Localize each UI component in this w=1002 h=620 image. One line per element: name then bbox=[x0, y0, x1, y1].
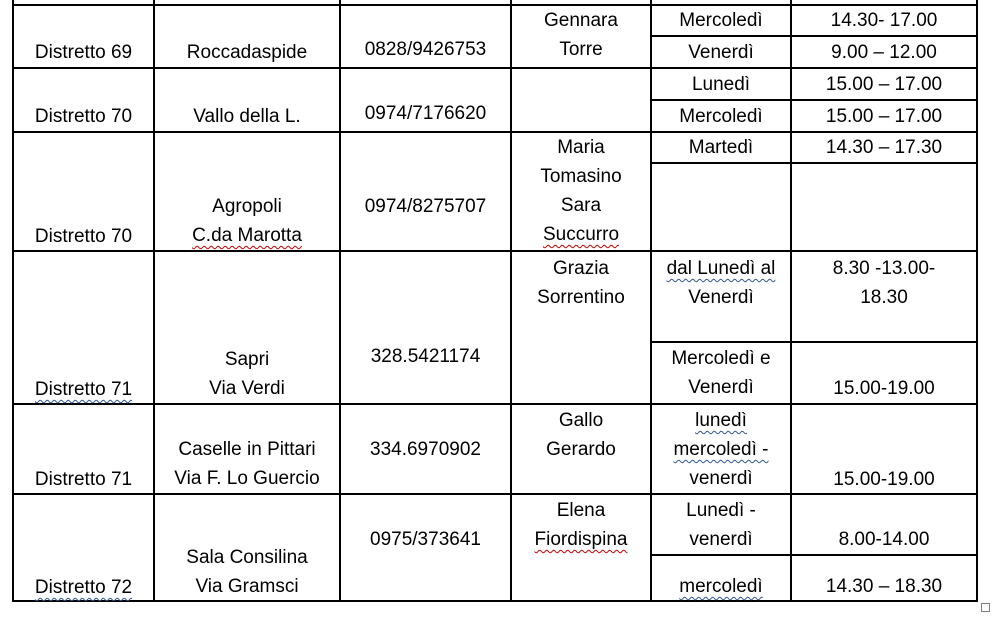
time-text: 15.00-19.00 bbox=[833, 469, 935, 490]
contact-line: Maria bbox=[557, 137, 605, 158]
day-cell bbox=[652, 133, 790, 162]
contact-line: Tomasino bbox=[540, 166, 622, 187]
day-cell bbox=[652, 38, 790, 67]
time-cell bbox=[792, 374, 976, 403]
day-cell bbox=[652, 6, 790, 35]
table-border bbox=[12, 0, 14, 602]
contact-line: Grazia bbox=[553, 258, 609, 279]
table-border bbox=[339, 0, 341, 602]
district-cell bbox=[14, 465, 153, 494]
day-cell bbox=[652, 344, 790, 402]
time-text: 14.30- 17.00 bbox=[830, 10, 938, 31]
table-resize-handle[interactable] bbox=[981, 603, 990, 612]
day-text: venerdì bbox=[689, 468, 753, 489]
day-text: dal Lunedì al bbox=[666, 258, 776, 279]
district-name: Distretto 69 bbox=[34, 42, 133, 63]
location-line: Sapri bbox=[224, 349, 270, 370]
phone-number: 328.5421174 bbox=[370, 346, 481, 367]
day-text: Mercoledì e bbox=[671, 348, 771, 369]
location-line: Via Gramsci bbox=[195, 576, 299, 597]
day-cell bbox=[652, 496, 790, 554]
location-line: Agropoli bbox=[212, 196, 282, 217]
phone-number: 0828/9426753 bbox=[364, 39, 487, 60]
table-border bbox=[650, 35, 978, 37]
district-cell bbox=[14, 102, 153, 131]
phone-cell bbox=[341, 342, 510, 371]
location-cell bbox=[155, 38, 339, 67]
contact-line: Sara bbox=[560, 195, 602, 216]
district-name: Distretto 71 bbox=[34, 469, 133, 490]
time-text: 14.30 – 17.30 bbox=[825, 137, 943, 158]
district-name: Distretto 70 bbox=[34, 106, 133, 127]
day-text: Lunedì bbox=[691, 74, 751, 95]
phone-number: 0974/8275707 bbox=[364, 196, 487, 217]
time-cell bbox=[792, 465, 976, 494]
contact-cell bbox=[512, 254, 650, 312]
phone-number: 0975/373641 bbox=[370, 529, 481, 550]
time-text: 15.00 – 17.00 bbox=[825, 74, 943, 95]
location-line: Roccadaspide bbox=[186, 42, 308, 63]
time-text: 8.00-14.00 bbox=[838, 529, 930, 550]
table-border bbox=[976, 0, 978, 602]
district-cell bbox=[14, 222, 153, 251]
phone-cell bbox=[341, 435, 510, 464]
contact-cell bbox=[512, 133, 650, 249]
day-text: lunedì bbox=[695, 410, 747, 431]
contact-line: Elena bbox=[556, 500, 606, 521]
contact-line: Succurro bbox=[542, 224, 620, 245]
contact-cell bbox=[512, 406, 650, 464]
table-border bbox=[153, 0, 155, 602]
district-name: Distretto 72 bbox=[34, 577, 133, 598]
contact-cell bbox=[512, 6, 650, 64]
day-cell bbox=[652, 254, 790, 312]
location-cell bbox=[155, 543, 339, 601]
day-text: Mercoledì bbox=[679, 106, 763, 127]
time-cell bbox=[792, 525, 976, 554]
phone-number: 334.6970902 bbox=[370, 439, 481, 460]
day-text: Mercoledì bbox=[679, 10, 763, 31]
day-text: Lunedì - bbox=[686, 500, 756, 521]
location-line: Caselle in Pittari bbox=[178, 439, 316, 460]
time-cell bbox=[792, 254, 976, 312]
time-text: 15.00-19.00 bbox=[833, 378, 935, 399]
contact-line: Gallo bbox=[558, 410, 604, 431]
phone-number: 0974/7176620 bbox=[364, 103, 487, 124]
time-text: 14.30 – 18.30 bbox=[825, 576, 943, 597]
day-text: mercoledì bbox=[679, 576, 763, 597]
phone-cell bbox=[341, 525, 510, 554]
district-cell bbox=[14, 38, 153, 67]
time-cell bbox=[792, 102, 976, 131]
day-cell bbox=[652, 102, 790, 131]
table-border bbox=[650, 99, 978, 101]
contact-line: Gerardo bbox=[546, 439, 616, 460]
contact-line: Torre bbox=[559, 39, 603, 60]
day-cell bbox=[652, 572, 790, 601]
time-cell bbox=[792, 38, 976, 67]
district-cell bbox=[14, 375, 153, 404]
day-text: mercoledì - bbox=[673, 439, 769, 460]
time-text: 15.00 – 17.00 bbox=[825, 106, 943, 127]
time-cell bbox=[792, 70, 976, 99]
day-text: venerdì bbox=[689, 529, 753, 550]
location-cell bbox=[155, 345, 339, 403]
contact-line: Fiordispina bbox=[534, 529, 628, 550]
day-text: Venerdì bbox=[688, 42, 754, 63]
contact-line: Sorrentino bbox=[537, 287, 625, 308]
table-border bbox=[12, 250, 978, 252]
location-line: Via F. Lo Guercio bbox=[174, 468, 320, 489]
table-border bbox=[12, 403, 978, 405]
location-line: Sala Consilina bbox=[186, 547, 308, 568]
table-border bbox=[12, 67, 978, 69]
contact-line: Gennara bbox=[544, 10, 618, 31]
table-border bbox=[650, 162, 978, 164]
district-cell bbox=[14, 573, 153, 602]
phone-cell bbox=[341, 35, 510, 64]
contact-cell bbox=[512, 496, 650, 554]
district-name: Distretto 70 bbox=[34, 226, 133, 247]
day-cell bbox=[652, 70, 790, 99]
day-cell bbox=[652, 406, 790, 493]
phone-cell bbox=[341, 99, 510, 128]
location-line: Vallo della L. bbox=[193, 106, 301, 127]
location-cell bbox=[155, 102, 339, 131]
table-border bbox=[650, 554, 978, 556]
time-cell bbox=[792, 6, 976, 35]
location-line: Via Verdi bbox=[209, 378, 285, 399]
phone-cell bbox=[341, 192, 510, 221]
day-text: Venerdì bbox=[688, 377, 754, 398]
time-text: 8.30 -13.00- bbox=[832, 258, 936, 279]
time-cell bbox=[792, 572, 976, 601]
time-cell bbox=[792, 133, 976, 162]
table-border bbox=[650, 341, 978, 343]
location-cell bbox=[155, 435, 339, 493]
time-text: 18.30 bbox=[860, 287, 908, 308]
day-text: Martedì bbox=[688, 137, 754, 158]
location-line: C.da Marotta bbox=[192, 225, 302, 246]
location-cell bbox=[155, 192, 339, 250]
day-text: Venerdì bbox=[688, 287, 754, 308]
time-text: 9.00 – 12.00 bbox=[831, 42, 937, 63]
district-name: Distretto 71 bbox=[34, 379, 133, 400]
